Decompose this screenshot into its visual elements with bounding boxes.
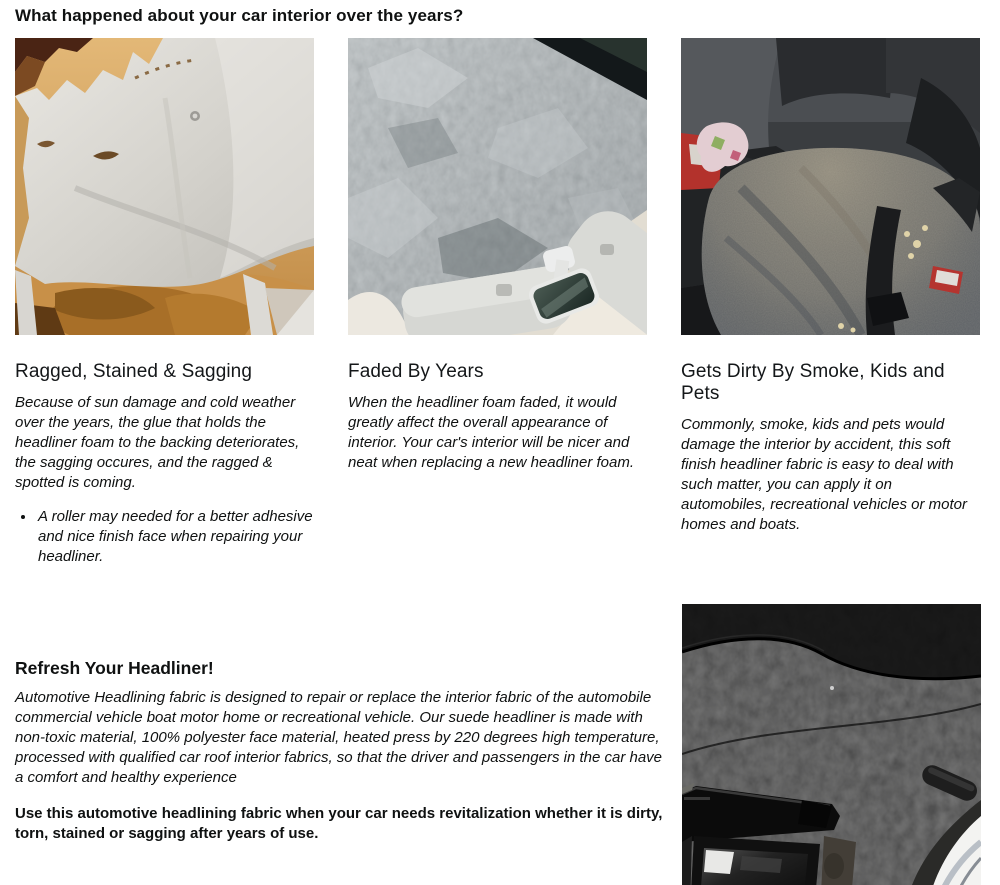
column-body: Commonly, smoke, kids and pets would damage the interior by accident, this soft finish headliner fabric is easy to deal with such matter, you can apply it on automobiles, recreational vehicles or motor homes and boats.	[681, 416, 967, 533]
column-gets-dirty	[681, 38, 980, 567]
column-faded-by-years	[348, 38, 647, 567]
bullet-list	[15, 507, 314, 567]
refresh-section	[15, 604, 981, 885]
column-body: Because of sun damage and cold weather over the years, the glue that holds the headliner foam to the backing deteriorates, the sagging occures, and the ragged & spotted is coming.	[15, 394, 300, 491]
refresh-body: Automotive Headlining fabric is designed to repair or replace the interior fabric of the automobile commercial vehicle boat motor home or recreational vehicle. Our suede headliner is made with non-toxic material, 100% polyester face material, heated press by 220 degrees high temperature, processed with qualified car roof interior fabrics, so that the driver and passengers in the car have a comfort and healthy experience	[15, 689, 663, 786]
page-title: What happened about your car interior over the years?	[15, 6, 464, 25]
dirty-seat-photo	[681, 38, 980, 335]
column-heading: Ragged, Stained & Sagging	[15, 361, 253, 382]
refresh-heading: Refresh Your Headliner!	[15, 658, 214, 678]
ragged-headliner-photo	[15, 38, 314, 335]
faded-headliner-photo	[348, 38, 647, 335]
column-body: When the headliner foam faded, it would greatly affect the overall appearance of interior. Your car's interior will be nicer and neat when replacing a new headliner foam.	[348, 394, 635, 471]
black-suede-headliner-photo	[682, 604, 981, 885]
refresh-emphasis: Use this automotive headlining fabric when your car needs revitalization whether it is dirty, torn, stained or sagging after years of use.	[15, 805, 663, 842]
column-heading: Gets Dirty By Smoke, Kids and Pets	[681, 361, 945, 404]
column-ragged-stained-sagging	[15, 38, 314, 567]
three-column-row	[15, 38, 981, 567]
bullet-item: • A roller may needed for a better adhesive and nice finish face when repairing your headliner.	[36, 507, 314, 567]
column-heading: Faded By Years	[348, 361, 484, 382]
refresh-text-block	[15, 604, 682, 885]
